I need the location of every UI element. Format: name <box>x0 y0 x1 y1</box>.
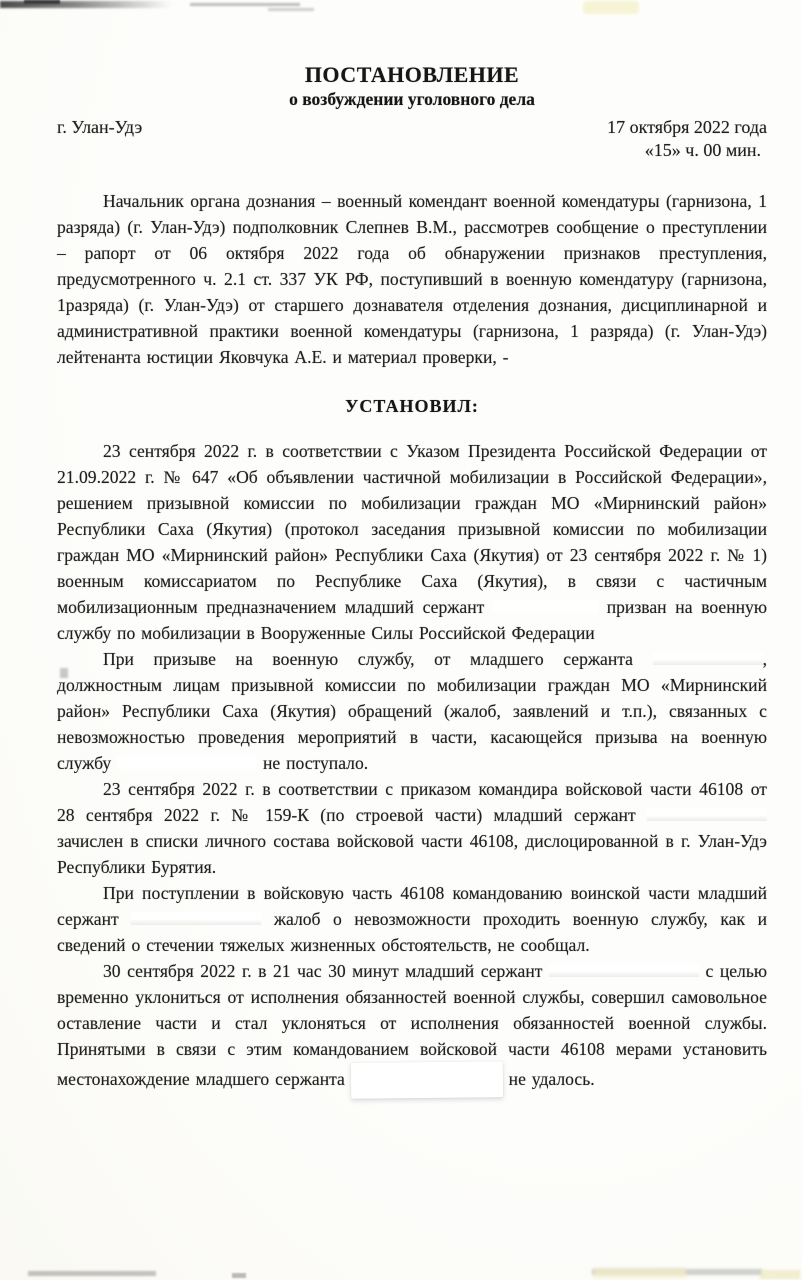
paragraph-mobilization-text-2: призван на военную службу по мобилизации в Вооруженные Силы Российской Федерации <box>57 597 767 643</box>
document-meta-row <box>57 117 767 138</box>
scan-artifact-bottom-stain <box>594 1268 686 1278</box>
document-date: 17 октября 2022 года <box>607 117 767 137</box>
paragraph-no-complaints-text-1: При призыве на военную службу, от младшего сержанта <box>103 649 633 669</box>
redacted-name <box>493 600 598 613</box>
scan-artifact-top-left <box>0 1 172 8</box>
redacted-name-white-box <box>351 1061 503 1099</box>
paragraph-awol-text-1: 30 сентября 2022 г. в 21 час 30 минут младший сержант <box>103 961 543 981</box>
scan-artifact-bottom <box>592 1269 762 1275</box>
paragraph-intro <box>57 188 767 370</box>
document-title: ПОСТАНОВЛЕНИЕ <box>304 62 520 87</box>
scan-artifact-stain <box>583 1 639 14</box>
redacted-name <box>549 964 699 977</box>
document-subtitle: о возбуждении уголовного дела <box>289 89 535 109</box>
paragraph-awol-text-2: с целью временно уклониться от исполнения обязанностей военной службы, совершил самовольное оставление части и стал уклоняться от исполнения обязанностей военной службы. Принятыми в связи с этим командованием войсковой части 46108 мерами установить местонахождение младшего сержанта <box>57 961 767 1089</box>
redacted-name <box>131 912 261 925</box>
redacted-name <box>647 808 767 821</box>
scan-artifact-top-mark <box>24 0 60 4</box>
paragraph-intro-text: Начальник органа дознания – военный комендант военной комендатуры (гарнизона, 1 разряда) (г. Улан-Удэ) подполковник Слепнев В.М., рассмотрев сообщение о преступлении – рапорт от 06 октября 2022 года об обнаружении признаков преступления, предусмотренного ч. 2.1 ст. 337 УК РФ, поступивший в военную комендатуру (гарнизона, 1разряда) (г. Улан-Удэ) от старшего дознавателя отделения дознания, дисциплинарной и административной практики военной комендатуры (гарнизона, 1 разряда) (г. Улан-Удэ) лейтенанта юстиции Яковчука А.Е. и материал проверки, - <box>57 191 767 367</box>
document-content <box>57 62 767 1098</box>
paragraph-enlisted <box>57 776 767 880</box>
paragraph-awol <box>57 958 767 1098</box>
scan-artifact-top-mark <box>190 3 300 6</box>
paragraph-no-reports <box>57 880 767 958</box>
redacted-name <box>117 756 257 769</box>
established-heading: УСТАНОВИЛ: <box>345 396 479 416</box>
paragraph-no-complaints-text-2: , должностным лицам призывной комиссии по мобилизации граждан МО «Мирнинский район» Республики Саха (Якутия) обращений (жалоб, заявлений и т.п.), связанных с невозможностью проведения мероприятий в части, касающейся призыва на военную службу <box>57 649 767 773</box>
paragraph-no-complaints <box>57 646 767 776</box>
paragraph-no-reports-text-1: При поступлении в войсковую часть 46108 командованию воинской части младший сержант <box>57 883 767 929</box>
scan-artifact-bottom <box>28 1271 156 1276</box>
document-place: г. Улан-Удэ <box>57 117 143 137</box>
paragraph-enlisted-text-2: зачислен в списки личного состава войсковой части 46108, дислоцированной в г. Улан-Удэ Республики Бурятия. <box>57 831 767 877</box>
scan-artifact-top-mark <box>268 8 314 11</box>
scan-artifact-bottom-stain <box>760 1270 800 1279</box>
paragraph-no-reports-text-2: жалоб о невозможности проходить военную службу, как и сведений о стечении тяжелых жизненных обстоятельств, не сообщал. <box>57 909 767 955</box>
scan-artifact-bottom <box>232 1273 246 1278</box>
redacted-name <box>653 652 763 665</box>
paragraph-no-complaints-text-3: не поступало. <box>262 753 369 773</box>
paragraph-mobilization-text-1: 23 сентября 2022 г. в соответствии с Указом Президента Российской Федерации от 21.09.2022 г. № 647 «Об объявлении частичной мобилизации в Российской Федерации», решением призывной комиссии по мобилизации граждан МО «Мирнинский район» Республики Саха (Якутия) (протокол заседания призывной комиссии по мобилизации граждан МО «Мирнинский район» Республики Саха (Якутия) от 23 сентября 2022 г. № 1) военным комиссариатом по Республике Саха (Якутия), в связи с частичным мобилизационным предназначением младший сержант <box>57 441 767 617</box>
paragraph-mobilization <box>57 438 767 646</box>
paragraph-awol-text-3: не удалось. <box>508 1069 595 1089</box>
document-time: «15» ч. 00 мин. <box>644 140 761 160</box>
paragraph-enlisted-text-1: 23 сентября 2022 г. в соответствии с приказом командира войсковой части 46108 от 28 сентября 2022 г. № 159-К (по строевой части) младший сержант <box>57 779 767 825</box>
